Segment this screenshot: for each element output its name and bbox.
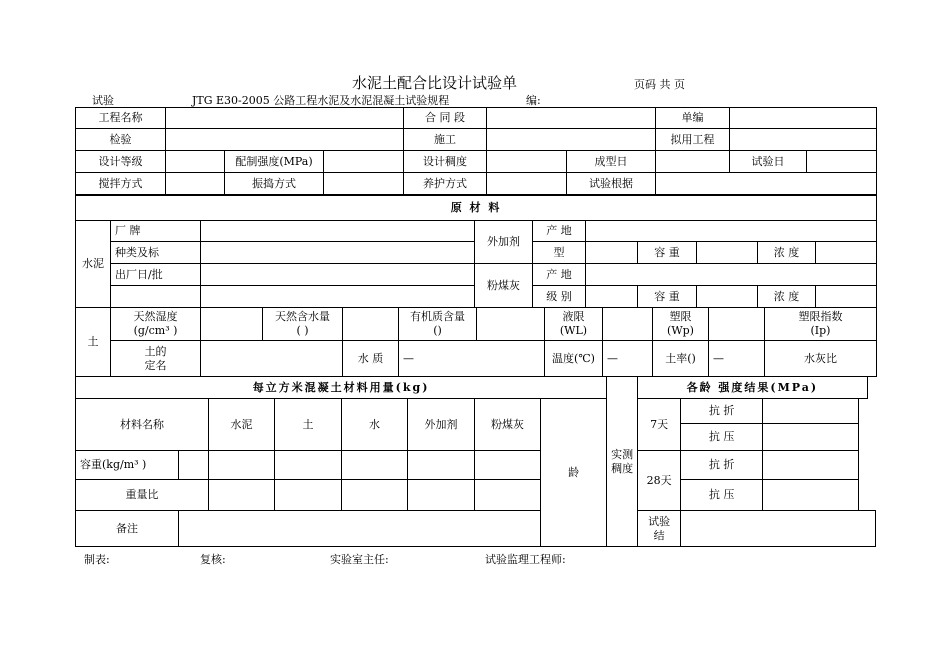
additive-origin-label: 产 地 (533, 221, 586, 242)
plastic-text: 塑限 (669, 310, 692, 323)
natural-water-text: 天然含水量 (275, 310, 330, 323)
conclusion-value[interactable] (681, 511, 876, 547)
liquid-value[interactable] (603, 308, 653, 341)
measured-consistency-label: 实测稠度 (607, 377, 638, 547)
brand-value[interactable] (201, 221, 475, 242)
earth-rate-value[interactable]: — (709, 341, 765, 377)
temperature-value[interactable]: — (603, 341, 653, 377)
weight-ratio-flyash[interactable] (475, 480, 541, 511)
natural-water-value[interactable] (343, 308, 399, 341)
consistency-value[interactable] (487, 151, 567, 173)
unit-weight-label: 容重(kg/m³ ) (76, 451, 179, 480)
plastic-index-label (765, 308, 877, 341)
temperature-label: 温度(℃) (545, 341, 603, 377)
code-label: 编: (526, 94, 541, 107)
soil-table (75, 307, 877, 377)
additive-density-value[interactable] (697, 242, 758, 264)
project-name-value[interactable] (166, 108, 404, 129)
brand-label: 厂 牌 (111, 221, 201, 242)
liquid-text: 液限 (562, 310, 585, 323)
remark-label: 备注 (76, 511, 179, 547)
day7-flex-value[interactable] (763, 399, 859, 424)
planned-label: 拟用工程 (656, 129, 730, 151)
conclusion-text-2: 结 (653, 528, 665, 542)
flyash-density-label: 容 重 (638, 286, 697, 308)
form-date-label: 成型日 (567, 151, 656, 173)
contract-value[interactable] (487, 108, 656, 129)
day7-flex-label: 抗 折 (681, 399, 763, 424)
soil-name-text-2: 定名 (144, 358, 167, 372)
unit-weight-flyash[interactable] (475, 451, 541, 480)
flyash-label: 粉煤灰 (475, 264, 533, 308)
grade-label: 设计等级 (76, 151, 166, 173)
liquid-label (545, 308, 603, 341)
day28-comp-label: 抗 压 (681, 480, 763, 511)
unit-weight-cement[interactable] (209, 451, 275, 480)
soil-name-label (111, 341, 201, 377)
plastic-value[interactable] (709, 308, 765, 341)
organic-unit: () (433, 324, 442, 337)
additive-model-label: 型 (533, 242, 586, 264)
natural-density-label (111, 308, 201, 341)
mix-heading: 每立方米混凝土材料用量(kg) (76, 377, 607, 399)
natural-density-text: 天然湿度 (133, 310, 178, 323)
water-quality-label: 水 质 (343, 341, 399, 377)
contract-label: 合 同 段 (404, 108, 487, 129)
plastic-label (653, 308, 709, 341)
test-label: 试验 (92, 94, 114, 107)
date-value[interactable] (201, 264, 475, 286)
day7-comp-label: 抗 压 (681, 424, 763, 451)
plastic-index-unit: (Ip) (810, 324, 831, 337)
flyash-origin-value[interactable] (586, 264, 877, 286)
unit-code-value[interactable] (730, 108, 877, 129)
cure-value[interactable] (487, 173, 567, 195)
consistency-label: 设计稠度 (404, 151, 487, 173)
mix-additive-label: 外加剂 (408, 399, 475, 451)
natural-density-unit: (g/cm³ ) (133, 324, 178, 337)
construction-value[interactable] (487, 129, 656, 151)
strength-heading: 各龄 强度结果(MPa) (638, 377, 867, 399)
additive-model-value[interactable] (586, 242, 638, 264)
day7-label: 7天 (638, 399, 681, 451)
cement-label: 水泥 (76, 221, 111, 308)
strength-value[interactable] (324, 151, 404, 173)
additive-origin-value[interactable] (586, 221, 877, 242)
standard-label: JTG E30-2005 公路工程水泥及水泥混凝土试验规程 (192, 94, 450, 107)
raw-materials-heading: 原 材 料 (76, 196, 877, 221)
soil-name-value[interactable] (201, 341, 343, 377)
footer-supervisor: 试验监理工程师: (485, 553, 566, 566)
age-label: 龄 (541, 399, 607, 547)
basis-value[interactable] (656, 173, 877, 195)
conclusion-text-1: 试验 (648, 514, 671, 528)
footer-lab-director: 实验室主任: (330, 553, 389, 566)
plastic-index-text: 塑限指数 (798, 310, 843, 323)
test-date-value[interactable] (807, 151, 877, 173)
code-field (526, 92, 630, 108)
mix-flyash-label: 粉煤灰 (475, 399, 541, 451)
cement-extra-value[interactable] (201, 286, 475, 308)
unit-weight-water[interactable] (342, 451, 408, 480)
weight-ratio-label: 重量比 (76, 480, 209, 511)
earth-rate-label: 土率() (653, 341, 709, 377)
soil-name-text-1: 土的 (144, 344, 167, 358)
page-info: 页码 共 页 (634, 78, 685, 91)
soil-label: 土 (76, 308, 111, 377)
unit-weight-soil[interactable] (275, 451, 342, 480)
additive-density-label: 容 重 (638, 242, 697, 264)
liquid-unit: (WL) (559, 324, 588, 337)
additive-concentration-value[interactable] (816, 242, 877, 264)
mix-method-value[interactable] (166, 173, 225, 195)
vibrate-value[interactable] (324, 173, 404, 195)
strength-label: 配制强度(MPa) (225, 151, 324, 173)
wc-ratio-label: 水灰比 (765, 341, 877, 377)
organic-value[interactable] (477, 308, 545, 341)
day28-flex-value[interactable] (763, 451, 859, 480)
inspect-value[interactable] (166, 129, 404, 151)
unit-weight-extra[interactable] (179, 451, 209, 480)
additive-concentration-label: 浓 度 (758, 242, 816, 264)
basis-label: 试验根据 (567, 173, 656, 195)
vibrate-label: 振捣方式 (225, 173, 324, 195)
type-label: 种类及标 (111, 242, 201, 264)
mix-cement-label: 水泥 (209, 399, 275, 451)
weight-ratio-cement[interactable] (209, 480, 275, 511)
material-name-label: 材料名称 (76, 399, 209, 451)
day7-comp-value[interactable] (763, 424, 859, 451)
footer-maker: 制表: (84, 553, 110, 566)
natural-water-label (263, 308, 343, 341)
cement-extra-cell[interactable] (111, 286, 201, 308)
test-date-label: 试验日 (730, 151, 807, 173)
organic-label (399, 308, 477, 341)
day28-comp-value[interactable] (763, 480, 859, 511)
natural-density-value[interactable] (201, 308, 263, 341)
remark-value[interactable] (179, 511, 541, 547)
mix-method-label: 搅拌方式 (76, 173, 166, 195)
info-table-top (75, 107, 877, 195)
footer-review: 复核: (200, 553, 226, 566)
type-value[interactable] (201, 242, 475, 264)
flyash-origin-label: 产 地 (533, 264, 586, 286)
unit-weight-additive[interactable] (408, 451, 475, 480)
weight-ratio-water[interactable] (342, 480, 408, 511)
inspect-label: 检验 (76, 129, 166, 151)
construction-label: 施工 (404, 129, 487, 151)
flyash-concentration-value[interactable] (816, 286, 877, 308)
day28-label: 28天 (638, 451, 681, 511)
date-label: 出厂日/批 (111, 264, 201, 286)
grade-value[interactable] (166, 151, 225, 173)
weight-ratio-additive[interactable] (408, 480, 475, 511)
form-date-value[interactable] (656, 151, 730, 173)
flyash-level-value[interactable] (586, 286, 638, 308)
cure-label: 养护方式 (404, 173, 487, 195)
conclusion-label (638, 511, 681, 547)
day28-flex-label: 抗 折 (681, 451, 763, 480)
flyash-concentration-label: 浓 度 (758, 286, 816, 308)
unit-code-label: 单编 (656, 108, 730, 129)
mix-table (75, 376, 876, 547)
flyash-density-value[interactable] (697, 286, 758, 308)
mix-soil-label: 土 (275, 399, 342, 451)
organic-text: 有机质含量 (410, 310, 465, 323)
page-title: 水泥土配合比设计试验单 (352, 74, 518, 92)
water-quality-value[interactable]: — (399, 341, 545, 377)
natural-water-unit: ( ) (296, 324, 309, 337)
additive-label: 外加剂 (475, 221, 533, 264)
flyash-level-label: 级 别 (533, 286, 586, 308)
mix-water-label: 水 (342, 399, 408, 451)
plastic-unit: (Wp) (667, 324, 694, 337)
project-name-label: 工程名称 (76, 108, 166, 129)
planned-value[interactable] (730, 129, 877, 151)
raw-materials-table (75, 195, 877, 308)
weight-ratio-soil[interactable] (275, 480, 342, 511)
